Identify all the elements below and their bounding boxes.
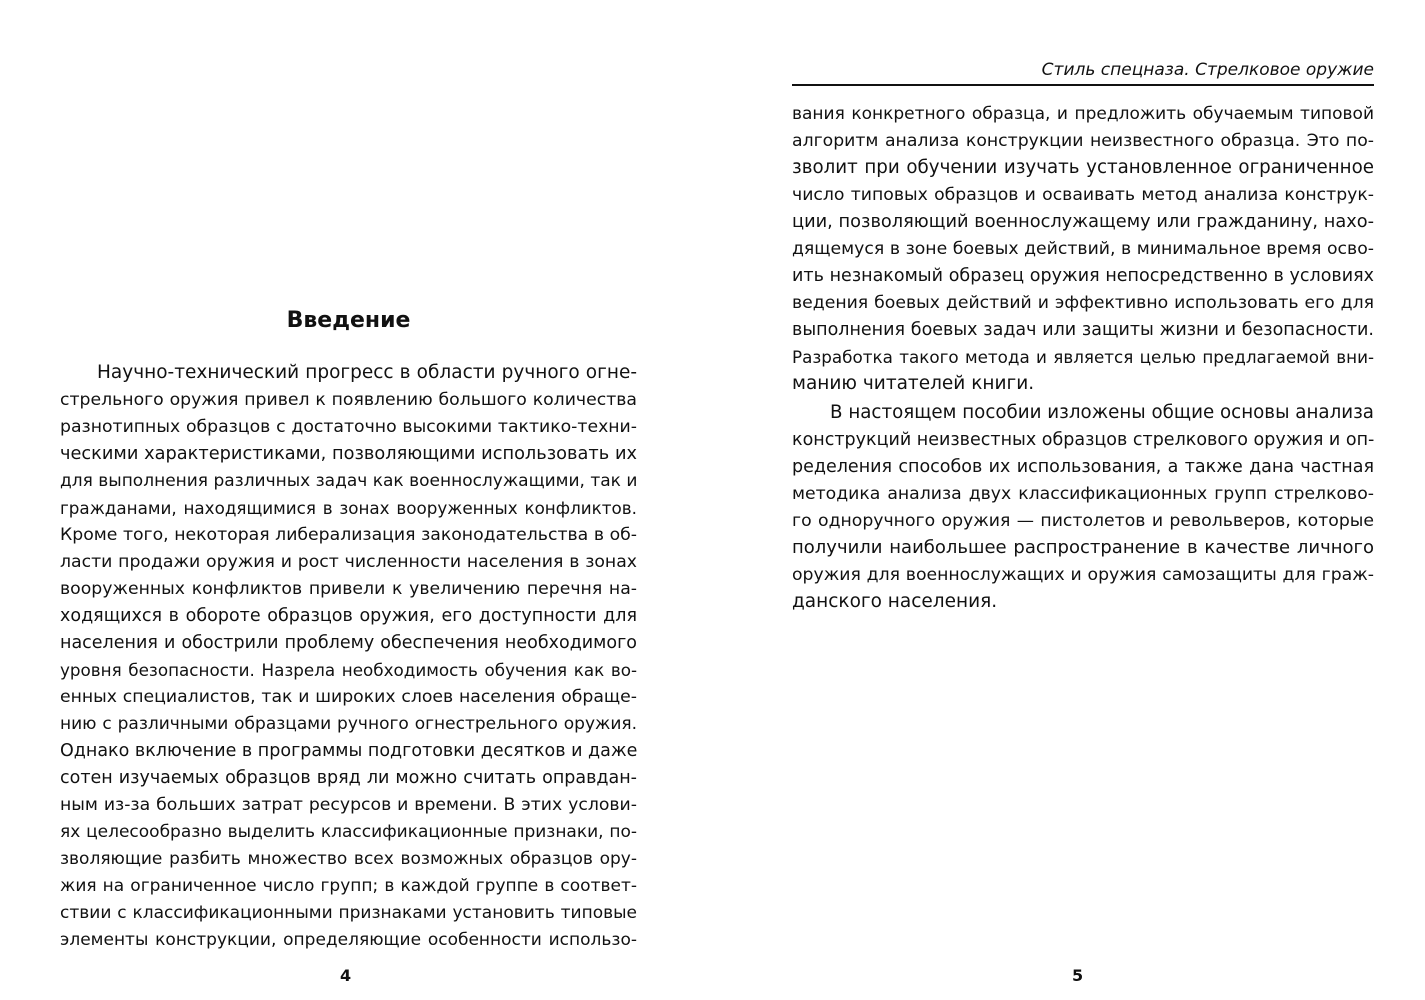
body-line: оружия для военнослужащих и оружия самозащиты для граж- <box>792 565 1374 585</box>
body-line: ить незнакомый образец оружия непосредственно в условиях <box>792 266 1374 286</box>
body-line: ходящихся в обороте образцов оружия, его доступности для <box>60 606 637 626</box>
body-line: гражданами, находящимися в зонах вооруженных конфликтов. <box>60 498 637 518</box>
left-page <box>0 0 712 1000</box>
body-line: ределения способов их использования, а также дана частная <box>792 457 1374 477</box>
running-header: Стиль спецназа. Стрелковое оружие <box>792 58 1374 86</box>
body-line: Однако включение в программы подготовки десятков и даже <box>60 741 638 761</box>
body-line: элементы конструкции, определяющие особенности использо- <box>60 930 637 950</box>
body-line: ции, позволяющий военнослужащему или гражданину, нахо- <box>792 212 1374 232</box>
body-line: стрельного оружия привел к появлению большого количества <box>60 390 637 410</box>
body-line: го одноручного оружия — пистолетов и револьверов, которые <box>792 511 1374 531</box>
body-line: зволит при обучении изучать установленное ограниченное <box>792 157 1374 178</box>
body-line: вооруженных конфликтов привели к увеличению перечня на- <box>60 579 637 599</box>
body-line: сотен изучаемых образцов вряд ли можно считать оправдан- <box>60 768 637 788</box>
body-line: ствии с классификационными признаками установить типовые <box>60 903 637 923</box>
body-line: алгоритм анализа конструкции неизвестного образца. Это по- <box>792 131 1374 151</box>
body-line: В настоящем пособии изложены общие основы анализа <box>830 402 1374 423</box>
body-line: дящемуся в зоне боевых действий, в минимальное время осво- <box>792 239 1374 259</box>
body-line: число типовых образцов и осваивать метод анализа конструк- <box>792 185 1374 205</box>
body-line: енных специалистов, так и широких слоев населения обраще- <box>60 687 637 707</box>
body-line: получили наибольшее распространение в качестве личного <box>792 537 1374 558</box>
body-line: зволяющие разбить множество всех возможных образцов ору- <box>60 849 637 869</box>
body-line: разнотипных образцов с достаточно высокими тактико-техни- <box>60 417 637 437</box>
body-line: Кроме того, некоторая либерализация законодательства в об- <box>60 525 637 545</box>
body-line: Научно-технический прогресс в области ручного огне- <box>97 362 637 383</box>
body-line: уровня безопасности. Назрела необходимость обучения как во- <box>60 660 637 680</box>
body-line: жия на ограниченное число групп; в каждой группе в соответ- <box>60 876 637 896</box>
chapter-heading: Введение <box>286 308 411 333</box>
body-line: ях целесообразно выделить классификационные признаки, по- <box>60 822 637 842</box>
body-line: данского населения. <box>792 591 998 612</box>
body-line: конструкций неизвестных образцов стрелкового оружия и оп- <box>792 430 1375 450</box>
body-line: ческими характеристиками, позволяющими использовать их <box>60 444 637 464</box>
body-line: манию читателей книги. <box>792 373 1035 394</box>
body-line: методика анализа двух классификационных групп стрелково- <box>792 484 1374 504</box>
body-line: вания конкретного образца, и предложить обучаемым типовой <box>792 104 1374 124</box>
body-line: нию с различными образцами ручного огнестрельного оружия. <box>60 714 637 734</box>
body-line: ласти продажи оружия и рост численности населения в зонах <box>60 552 637 572</box>
right-page <box>712 0 1425 1000</box>
body-line: выполнения боевых задач или защиты жизни и безопасности. <box>792 320 1374 340</box>
body-line: для выполнения различных задач как военнослужащими, так и <box>60 471 638 491</box>
page-number: 4 <box>340 966 352 985</box>
body-line: Разработка такого метода и является целью предлагаемой вни- <box>792 347 1374 367</box>
body-line: ведения боевых действий и эффективно использовать его для <box>792 293 1374 313</box>
body-line: населения и обострили проблему обеспечения необходимого <box>60 633 637 653</box>
body-line: ным из-за больших затрат ресурсов и времени. В этих услови- <box>60 795 637 815</box>
page-number: 5 <box>1072 966 1084 985</box>
